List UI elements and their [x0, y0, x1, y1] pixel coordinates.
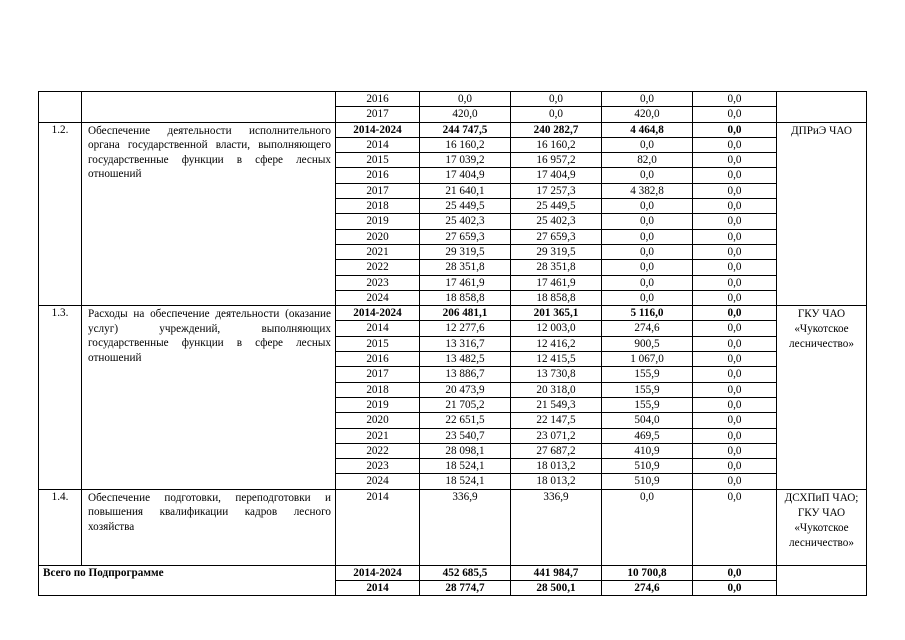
fund-3-cell: 0,0 [693, 137, 777, 152]
fund-3-cell: 0,0 [693, 290, 777, 305]
fund-2-cell: 5 116,0 [602, 306, 693, 321]
total-cell: 13 886,7 [420, 367, 511, 382]
year-cell: 2014 [336, 489, 420, 565]
total-cell: 17 461,9 [420, 275, 511, 290]
year-cell: 2024 [336, 290, 420, 305]
table-row [39, 92, 867, 107]
total-cell: 25 449,5 [420, 199, 511, 214]
fund-3-cell: 0,0 [693, 122, 777, 137]
fund-2-cell: 274,6 [602, 321, 693, 336]
fund-1-cell: 18 013,2 [511, 459, 602, 474]
section-number: 1.3. [39, 306, 82, 490]
fund-1-cell: 21 549,3 [511, 397, 602, 412]
year-cell: 2019 [336, 214, 420, 229]
total-cell: 21 705,2 [420, 397, 511, 412]
year-cell: 2017 [336, 367, 420, 382]
fund-2-cell: 0,0 [602, 290, 693, 305]
fund-1-cell: 0,0 [511, 92, 602, 107]
fund-2-cell: 0,0 [602, 260, 693, 275]
section-description: Обеспечение деятельности исполнительного органа государственной власти, выполняющего государственные функции в сфере лесных отношений [82, 122, 336, 306]
table-row [39, 122, 867, 137]
fund-1-cell: 12 416,2 [511, 336, 602, 351]
fund-2-cell: 0,0 [602, 489, 693, 565]
table-row [39, 306, 867, 321]
fund-2-cell: 410,9 [602, 443, 693, 458]
fund-1-cell: 336,9 [511, 489, 602, 565]
fund-2-cell: 510,9 [602, 474, 693, 489]
section-executor: ДСХПиП ЧАО; ГКУ ЧАО «Чукотское лесничество» [777, 489, 867, 565]
year-cell: 2015 [336, 336, 420, 351]
fund-2-cell: 0,0 [602, 229, 693, 244]
fund-2-cell: 510,9 [602, 459, 693, 474]
fund-1-cell: 22 147,5 [511, 413, 602, 428]
total-cell: 28 351,8 [420, 260, 511, 275]
fund-1-cell: 23 071,2 [511, 428, 602, 443]
fund-2-cell: 0,0 [602, 199, 693, 214]
fund-3-cell: 0,0 [693, 321, 777, 336]
fund-1-cell: 201 365,1 [511, 306, 602, 321]
funding-table [38, 91, 867, 596]
fund-3-cell: 0,0 [693, 428, 777, 443]
desc-cell [82, 92, 336, 123]
fund-1-cell: 28 500,1 [511, 581, 602, 596]
fund-3-cell: 0,0 [693, 229, 777, 244]
year-cell: 2014 [336, 581, 420, 596]
year-cell: 2023 [336, 459, 420, 474]
year-cell: 2016 [336, 92, 420, 107]
year-cell: 2014-2024 [336, 565, 420, 580]
fund-3-cell: 0,0 [693, 397, 777, 412]
total-cell: 12 277,6 [420, 321, 511, 336]
total-cell: 18 524,1 [420, 459, 511, 474]
total-cell: 13 316,7 [420, 336, 511, 351]
year-cell: 2021 [336, 428, 420, 443]
fund-1-cell: 0,0 [511, 107, 602, 122]
fund-1-cell: 12 415,5 [511, 352, 602, 367]
year-cell: 2018 [336, 382, 420, 397]
fund-3-cell: 0,0 [693, 474, 777, 489]
fund-1-cell: 25 402,3 [511, 214, 602, 229]
grand-total-label: Всего по Подпрограмме [39, 565, 336, 596]
fund-2-cell: 4 382,8 [602, 183, 693, 198]
total-cell: 18 524,1 [420, 474, 511, 489]
total-cell: 25 402,3 [420, 214, 511, 229]
year-cell: 2018 [336, 199, 420, 214]
year-cell: 2016 [336, 168, 420, 183]
fund-2-cell: 420,0 [602, 107, 693, 122]
year-cell: 2014 [336, 137, 420, 152]
fund-1-cell: 18 858,8 [511, 290, 602, 305]
fund-3-cell: 0,0 [693, 275, 777, 290]
year-cell: 2014-2024 [336, 122, 420, 137]
total-cell: 20 473,9 [420, 382, 511, 397]
year-cell: 2017 [336, 107, 420, 122]
fund-2-cell: 0,0 [602, 244, 693, 259]
section-executor: ГКУ ЧАО «Чукотское лесничество» [777, 306, 867, 490]
fund-1-cell: 25 449,5 [511, 199, 602, 214]
fund-3-cell: 0,0 [693, 153, 777, 168]
year-cell: 2022 [336, 260, 420, 275]
fund-3-cell: 0,0 [693, 260, 777, 275]
fund-2-cell: 1 067,0 [602, 352, 693, 367]
fund-1-cell: 16 957,2 [511, 153, 602, 168]
fund-3-cell: 0,0 [693, 306, 777, 321]
fund-2-cell: 0,0 [602, 168, 693, 183]
fund-3-cell: 0,0 [693, 92, 777, 107]
total-cell: 206 481,1 [420, 306, 511, 321]
fund-3-cell: 0,0 [693, 565, 777, 580]
total-cell: 23 540,7 [420, 428, 511, 443]
fund-2-cell: 0,0 [602, 214, 693, 229]
total-cell: 13 482,5 [420, 352, 511, 367]
fund-2-cell: 82,0 [602, 153, 693, 168]
fund-2-cell: 900,5 [602, 336, 693, 351]
fund-3-cell: 0,0 [693, 459, 777, 474]
fund-1-cell: 17 404,9 [511, 168, 602, 183]
fund-3-cell: 0,0 [693, 244, 777, 259]
fund-3-cell: 0,0 [693, 183, 777, 198]
fund-1-cell: 441 984,7 [511, 565, 602, 580]
executor-cell [777, 565, 867, 596]
fund-2-cell: 155,9 [602, 382, 693, 397]
year-cell: 2014 [336, 321, 420, 336]
fund-2-cell: 155,9 [602, 397, 693, 412]
year-cell: 2016 [336, 352, 420, 367]
total-cell: 336,9 [420, 489, 511, 565]
fund-1-cell: 28 351,8 [511, 260, 602, 275]
fund-3-cell: 0,0 [693, 214, 777, 229]
fund-2-cell: 0,0 [602, 137, 693, 152]
section-executor: ДПРиЭ ЧАО [777, 122, 867, 306]
fund-3-cell: 0,0 [693, 367, 777, 382]
table-row [39, 489, 867, 565]
total-cell: 22 651,5 [420, 413, 511, 428]
total-cell: 17 039,2 [420, 153, 511, 168]
total-row [39, 565, 867, 580]
total-cell: 420,0 [420, 107, 511, 122]
year-cell: 2024 [336, 474, 420, 489]
year-cell: 2020 [336, 413, 420, 428]
total-cell: 28 098,1 [420, 443, 511, 458]
section-description: Расходы на обеспечение деятельности (оказание услуг) учреждений, выполняющих государственные функции в сфере лесных отношений [82, 306, 336, 490]
total-cell: 16 160,2 [420, 137, 511, 152]
total-cell: 27 659,3 [420, 229, 511, 244]
fund-1-cell: 16 160,2 [511, 137, 602, 152]
year-cell: 2020 [336, 229, 420, 244]
section-number: 1.4. [39, 489, 82, 565]
fund-2-cell: 469,5 [602, 428, 693, 443]
section-number: 1.2. [39, 122, 82, 306]
fund-3-cell: 0,0 [693, 382, 777, 397]
total-cell: 28 774,7 [420, 581, 511, 596]
year-cell: 2022 [336, 443, 420, 458]
fund-2-cell: 155,9 [602, 367, 693, 382]
fund-3-cell: 0,0 [693, 168, 777, 183]
fund-3-cell: 0,0 [693, 581, 777, 596]
total-cell: 29 319,5 [420, 244, 511, 259]
num-cell [39, 92, 82, 123]
fund-1-cell: 240 282,7 [511, 122, 602, 137]
year-cell: 2017 [336, 183, 420, 198]
total-cell: 0,0 [420, 92, 511, 107]
fund-1-cell: 27 659,3 [511, 229, 602, 244]
fund-3-cell: 0,0 [693, 443, 777, 458]
fund-2-cell: 0,0 [602, 275, 693, 290]
executor-cell [777, 92, 867, 123]
fund-2-cell: 0,0 [602, 92, 693, 107]
year-cell: 2014-2024 [336, 306, 420, 321]
fund-2-cell: 504,0 [602, 413, 693, 428]
total-cell: 452 685,5 [420, 565, 511, 580]
fund-3-cell: 0,0 [693, 107, 777, 122]
fund-3-cell: 0,0 [693, 352, 777, 367]
total-cell: 244 747,5 [420, 122, 511, 137]
fund-2-cell: 274,6 [602, 581, 693, 596]
fund-3-cell: 0,0 [693, 489, 777, 565]
fund-1-cell: 17 461,9 [511, 275, 602, 290]
fund-1-cell: 18 013,2 [511, 474, 602, 489]
fund-2-cell: 10 700,8 [602, 565, 693, 580]
year-cell: 2015 [336, 153, 420, 168]
fund-1-cell: 27 687,2 [511, 443, 602, 458]
fund-1-cell: 12 003,0 [511, 321, 602, 336]
total-cell: 21 640,1 [420, 183, 511, 198]
section-description: Обеспечение подготовки, переподготовки и повышения квалификации кадров лесного хозяйства [82, 489, 336, 565]
total-cell: 18 858,8 [420, 290, 511, 305]
fund-3-cell: 0,0 [693, 336, 777, 351]
fund-1-cell: 29 319,5 [511, 244, 602, 259]
fund-1-cell: 17 257,3 [511, 183, 602, 198]
year-cell: 2019 [336, 397, 420, 412]
fund-2-cell: 4 464,8 [602, 122, 693, 137]
year-cell: 2023 [336, 275, 420, 290]
fund-3-cell: 0,0 [693, 413, 777, 428]
fund-1-cell: 20 318,0 [511, 382, 602, 397]
fund-3-cell: 0,0 [693, 199, 777, 214]
total-cell: 17 404,9 [420, 168, 511, 183]
year-cell: 2021 [336, 244, 420, 259]
fund-1-cell: 13 730,8 [511, 367, 602, 382]
